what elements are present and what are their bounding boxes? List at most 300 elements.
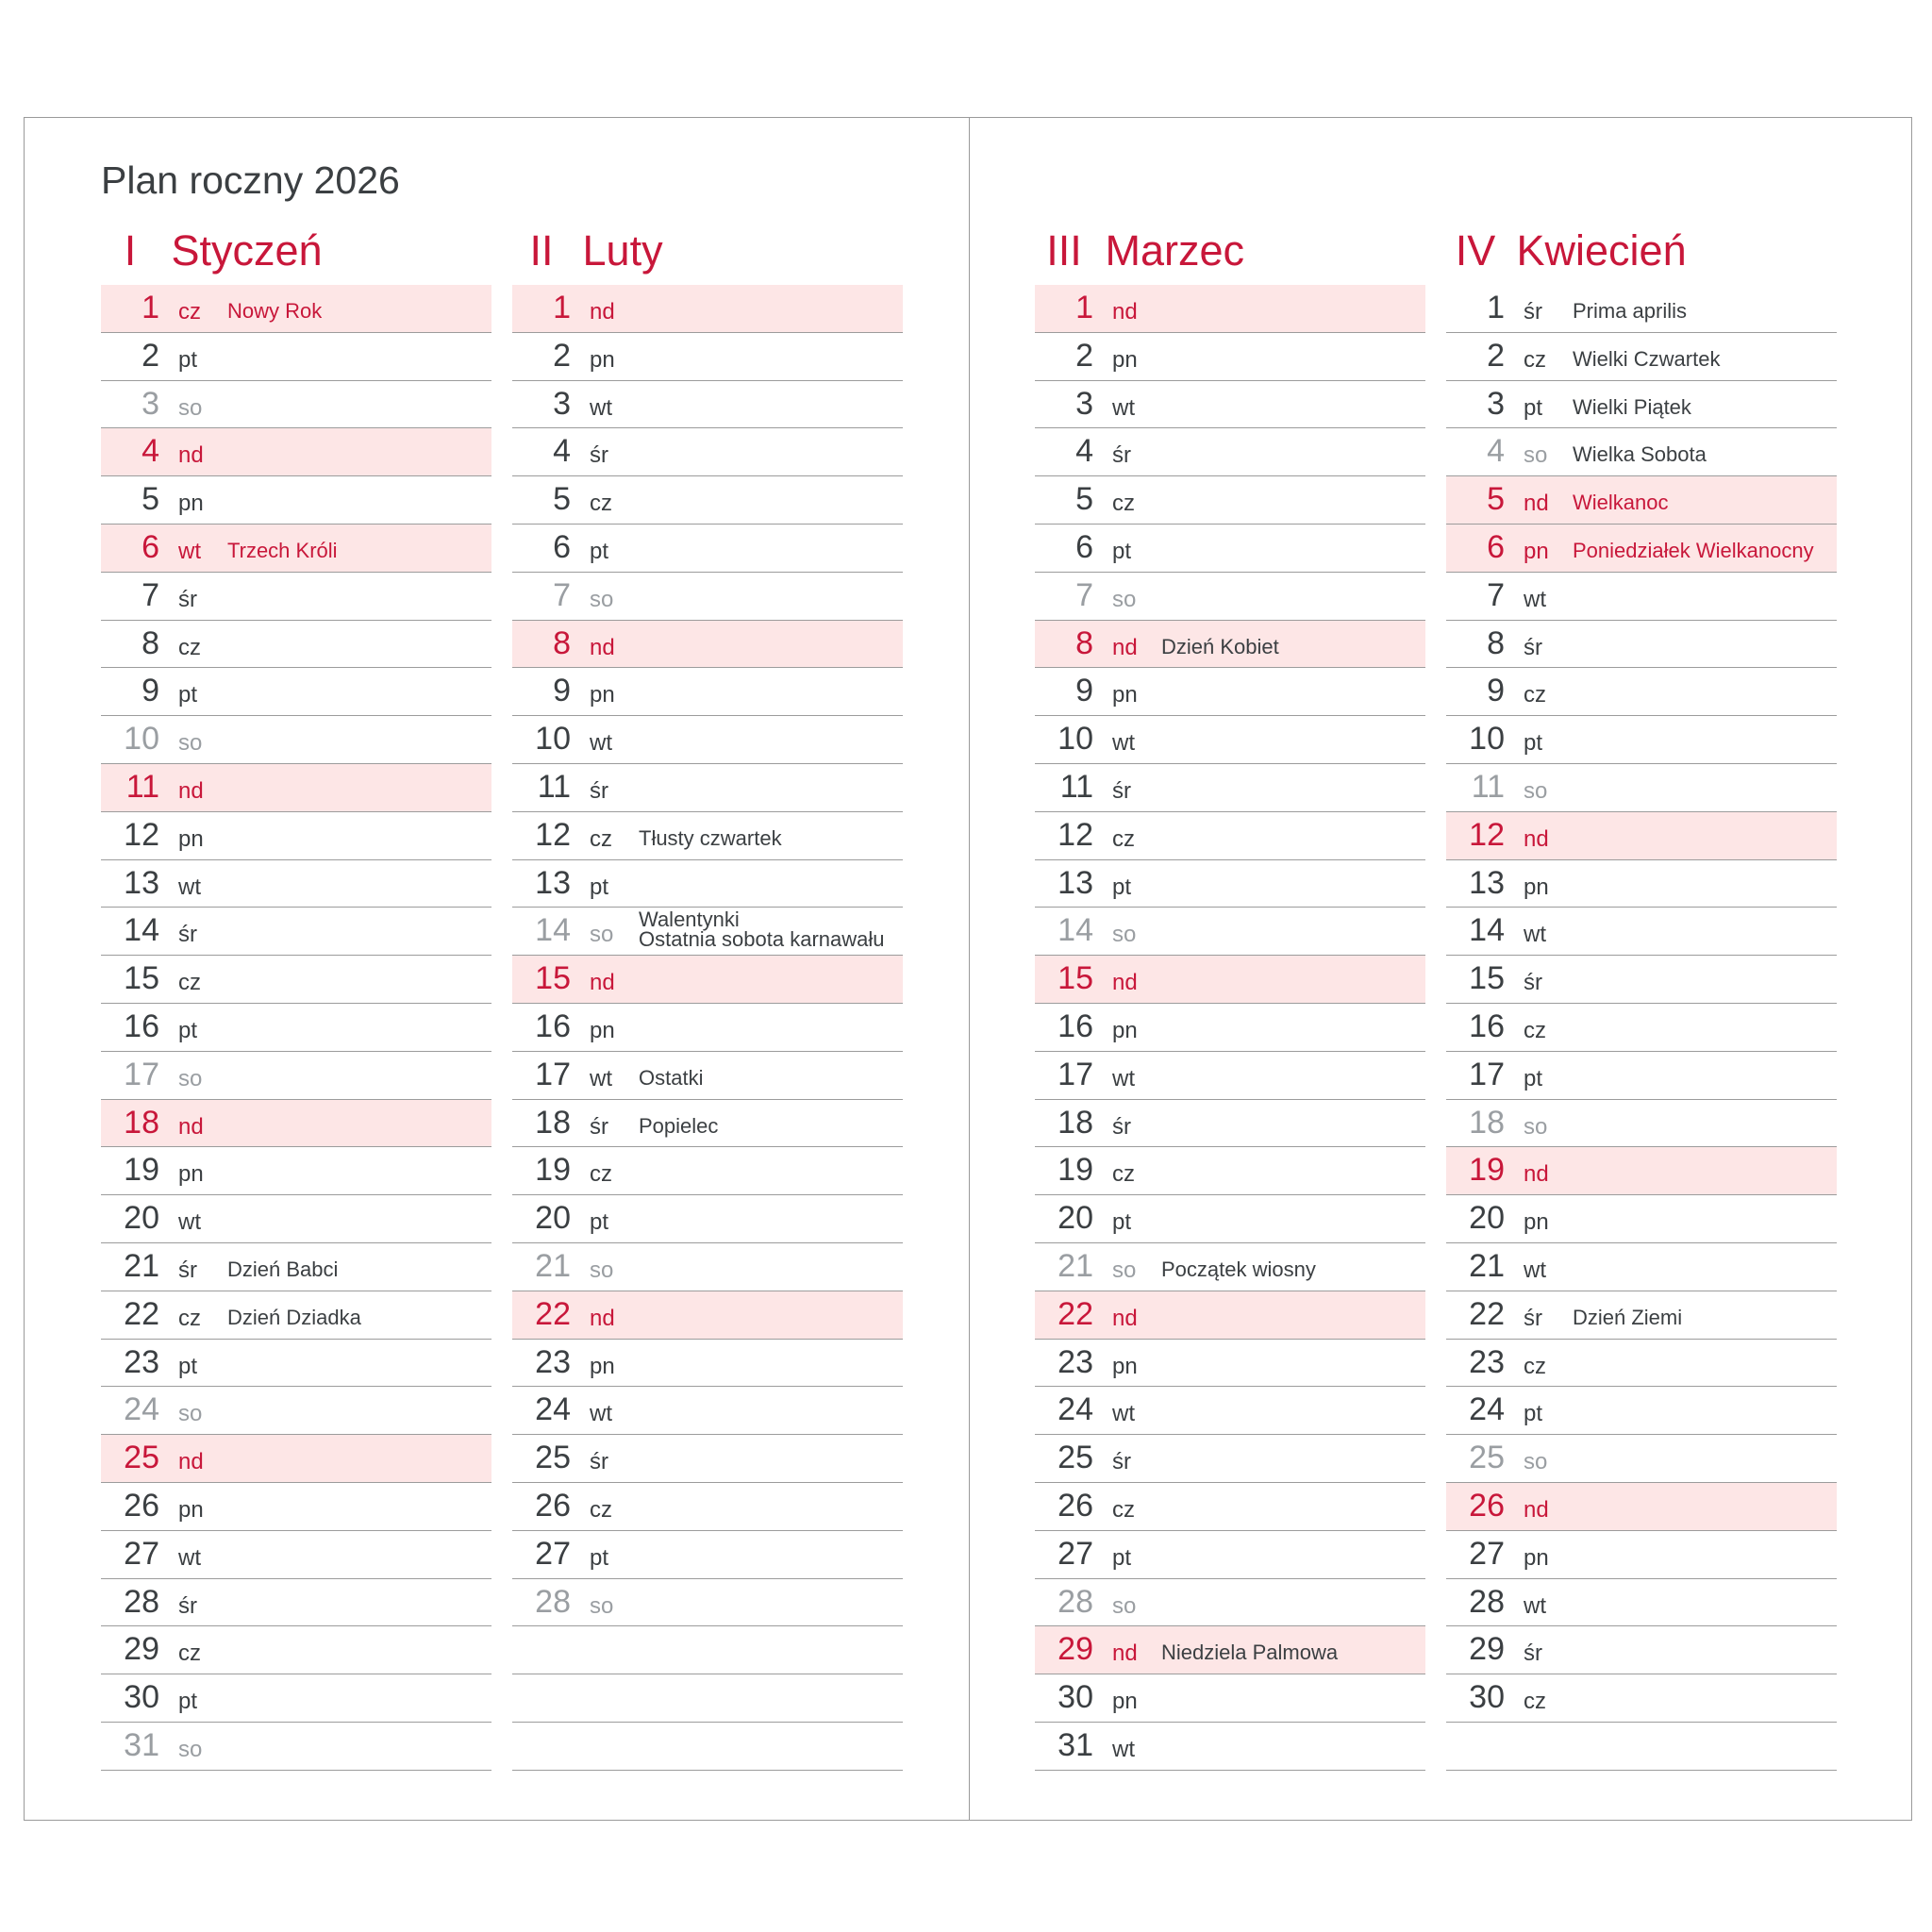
weekday-abbr: so <box>1112 1257 1137 1283</box>
day-number: 2 <box>1487 337 1505 374</box>
day-row <box>101 1195 491 1243</box>
day-number: 29 <box>124 1631 159 1668</box>
day-row <box>101 573 491 621</box>
day-number: 17 <box>535 1056 571 1092</box>
day-number: 15 <box>1469 960 1505 997</box>
day-number: 27 <box>1058 1535 1093 1572</box>
day-row <box>512 428 903 476</box>
weekday-abbr: pn <box>1524 538 1549 564</box>
weekday-abbr: so <box>1524 442 1548 469</box>
day-row <box>101 1004 491 1052</box>
day-number: 9 <box>553 673 571 709</box>
empty-row <box>512 1626 903 1674</box>
day-number: 19 <box>535 1152 571 1189</box>
day-row <box>1446 1435 1837 1483</box>
weekday-abbr: cz <box>178 299 201 325</box>
day-note: Tłusty czwartek <box>639 825 782 850</box>
day-number: 5 <box>553 481 571 518</box>
day-number: 4 <box>553 433 571 470</box>
day-number: 7 <box>1487 576 1505 613</box>
day-row <box>1035 1723 1425 1771</box>
day-number: 10 <box>1058 721 1093 758</box>
weekday-abbr: nd <box>178 1113 204 1140</box>
day-number: 28 <box>1469 1583 1505 1620</box>
day-row <box>512 956 903 1004</box>
day-row <box>1035 428 1425 476</box>
weekday-abbr: wt <box>590 394 612 421</box>
weekday-abbr: pt <box>1112 1209 1132 1236</box>
day-number: 14 <box>535 912 571 949</box>
day-number: 21 <box>1058 1247 1093 1284</box>
day-row <box>1035 1291 1425 1340</box>
day-row <box>512 1531 903 1579</box>
day-row <box>101 285 491 333</box>
weekday-abbr: nd <box>178 777 204 804</box>
day-row <box>512 716 903 764</box>
day-number: 24 <box>124 1391 159 1428</box>
day-row <box>1446 1674 1837 1723</box>
weekday-abbr: so <box>590 1592 614 1619</box>
weekday-abbr: pn <box>178 825 204 852</box>
day-row <box>512 860 903 908</box>
day-list <box>1446 285 1837 1771</box>
weekday-abbr: so <box>590 586 614 612</box>
day-number: 17 <box>1469 1056 1505 1092</box>
day-number: 31 <box>124 1726 159 1763</box>
day-row <box>1035 621 1425 669</box>
weekday-abbr: pn <box>1112 1353 1138 1379</box>
weekday-abbr: cz <box>1524 682 1546 708</box>
day-row <box>1446 764 1837 812</box>
day-number: 4 <box>1075 433 1093 470</box>
day-row <box>1446 1531 1837 1579</box>
weekday-abbr: pn <box>1112 1017 1138 1043</box>
day-row <box>1035 908 1425 956</box>
weekday-abbr: śr <box>178 922 197 948</box>
day-number: 8 <box>1487 625 1505 661</box>
day-row <box>1035 573 1425 621</box>
weekday-abbr: so <box>1112 1592 1137 1619</box>
weekday-abbr: śr <box>1112 442 1131 469</box>
day-row <box>101 1723 491 1771</box>
weekday-abbr: śr <box>590 1449 608 1475</box>
month-name: Styczeń <box>171 226 323 275</box>
day-row <box>1035 1243 1425 1291</box>
day-number: 3 <box>142 385 159 422</box>
day-row <box>1035 1387 1425 1435</box>
day-row <box>512 621 903 669</box>
day-row <box>1035 476 1425 525</box>
day-row <box>101 1435 491 1483</box>
weekday-abbr: nd <box>178 1449 204 1475</box>
day-number: 13 <box>1058 864 1093 901</box>
day-row <box>1035 1483 1425 1531</box>
day-row <box>101 860 491 908</box>
weekday-abbr: pt <box>178 1689 198 1715</box>
day-row <box>512 381 903 429</box>
day-number: 22 <box>1469 1295 1505 1332</box>
day-number: 19 <box>1058 1152 1093 1189</box>
month-header <box>512 225 903 281</box>
day-number: 29 <box>1469 1631 1505 1668</box>
day-number: 11 <box>125 768 159 805</box>
month-header <box>1035 225 1425 281</box>
weekday-abbr: śr <box>590 442 608 469</box>
weekday-abbr: śr <box>1524 634 1542 660</box>
day-row <box>1035 1340 1425 1388</box>
day-number: 26 <box>535 1487 571 1524</box>
day-row <box>1446 525 1837 573</box>
day-number: 14 <box>1058 912 1093 949</box>
weekday-abbr: cz <box>590 825 612 852</box>
day-row <box>512 1387 903 1435</box>
weekday-abbr: so <box>1524 777 1548 804</box>
day-note: Dzień Dziadka <box>227 1305 361 1329</box>
day-row <box>1446 1195 1837 1243</box>
day-row <box>1446 573 1837 621</box>
day-row <box>1446 1291 1837 1340</box>
weekday-abbr: cz <box>590 1496 612 1523</box>
empty-row <box>512 1674 903 1723</box>
weekday-abbr: pt <box>590 1209 609 1236</box>
day-number: 3 <box>1075 385 1093 422</box>
weekday-abbr: nd <box>590 299 615 325</box>
day-number: 2 <box>1075 337 1093 374</box>
day-number: 1 <box>1075 290 1093 325</box>
weekday-abbr: pn <box>178 491 204 517</box>
weekday-abbr: pn <box>1112 346 1138 373</box>
day-number: 31 <box>1058 1726 1093 1763</box>
weekday-abbr: wt <box>1524 586 1546 612</box>
day-number: 12 <box>1469 816 1505 853</box>
weekday-abbr: śr <box>178 1592 197 1619</box>
empty-row <box>512 1723 903 1771</box>
day-number: 20 <box>1469 1200 1505 1237</box>
month-roman-numeral: I <box>124 226 137 275</box>
month-roman-numeral: III <box>1046 226 1082 275</box>
day-number: 9 <box>1075 673 1093 709</box>
day-row <box>101 1291 491 1340</box>
weekday-abbr: so <box>178 1401 203 1427</box>
weekday-abbr: cz <box>1112 1161 1135 1188</box>
day-row <box>512 476 903 525</box>
weekday-abbr: pn <box>1112 1689 1138 1715</box>
day-row <box>1035 860 1425 908</box>
day-number: 12 <box>124 816 159 853</box>
day-number: 24 <box>535 1391 571 1428</box>
day-number: 23 <box>124 1343 159 1380</box>
day-number: 6 <box>1487 528 1505 565</box>
day-row <box>1446 285 1837 333</box>
weekday-abbr: pn <box>178 1496 204 1523</box>
day-list <box>101 285 491 1771</box>
weekday-abbr: śr <box>178 586 197 612</box>
day-row <box>101 1531 491 1579</box>
weekday-abbr: nd <box>1524 491 1549 517</box>
day-number: 1 <box>553 290 571 325</box>
day-number: 3 <box>553 385 571 422</box>
day-number: 27 <box>1469 1535 1505 1572</box>
day-number: 19 <box>1469 1152 1505 1189</box>
day-note-line: Ostatnia sobota karnawału <box>639 927 885 952</box>
day-number: 6 <box>1075 528 1093 565</box>
day-number: 25 <box>1469 1440 1505 1476</box>
day-note: Nowy Rok <box>227 299 323 323</box>
weekday-abbr: wt <box>1524 922 1546 948</box>
weekday-abbr: cz <box>1524 346 1546 373</box>
weekday-abbr: wt <box>1112 1401 1135 1427</box>
day-row <box>1035 525 1425 573</box>
day-row <box>1446 1340 1837 1388</box>
day-number: 14 <box>124 912 159 949</box>
weekday-abbr: pt <box>1524 730 1543 757</box>
weekday-abbr: cz <box>178 970 201 996</box>
weekday-abbr: nd <box>590 1305 615 1331</box>
day-number: 13 <box>124 864 159 901</box>
day-number: 24 <box>1469 1391 1505 1428</box>
weekday-abbr: cz <box>1112 1496 1135 1523</box>
weekday-abbr: pt <box>1112 1544 1132 1571</box>
weekday-abbr: wt <box>1524 1257 1546 1283</box>
weekday-abbr: so <box>178 1065 203 1091</box>
day-number: 17 <box>1058 1056 1093 1092</box>
day-row <box>1446 1483 1837 1531</box>
day-row <box>512 573 903 621</box>
day-row <box>1035 1004 1425 1052</box>
day-number: 18 <box>1469 1104 1505 1141</box>
day-number: 11 <box>537 768 571 805</box>
day-number: 2 <box>553 337 571 374</box>
day-row <box>512 1243 903 1291</box>
day-row <box>1035 333 1425 381</box>
day-row <box>512 1483 903 1531</box>
weekday-abbr: pt <box>1524 1401 1543 1427</box>
day-note: Wielkanoc <box>1573 491 1669 515</box>
day-list <box>512 285 903 1771</box>
day-row <box>1446 956 1837 1004</box>
day-row <box>101 381 491 429</box>
day-number: 9 <box>1487 673 1505 709</box>
weekday-abbr: śr <box>1524 1305 1542 1331</box>
day-row <box>101 1483 491 1531</box>
weekday-abbr: śr <box>1524 970 1542 996</box>
weekday-abbr: nd <box>1112 1641 1138 1667</box>
day-row <box>512 908 903 956</box>
day-number: 21 <box>1469 1247 1505 1284</box>
day-row <box>1446 1626 1837 1674</box>
day-row <box>1035 1674 1425 1723</box>
weekday-abbr: cz <box>178 634 201 660</box>
day-row <box>1035 381 1425 429</box>
day-row <box>1446 1387 1837 1435</box>
day-row <box>1035 1626 1425 1674</box>
day-row <box>1035 1435 1425 1483</box>
day-row <box>101 1100 491 1148</box>
day-number: 11 <box>1059 768 1093 805</box>
day-number: 23 <box>1469 1343 1505 1380</box>
month-roman-numeral: II <box>529 226 554 275</box>
day-number: 5 <box>1487 481 1505 518</box>
weekday-abbr: cz <box>590 1161 612 1188</box>
day-number: 5 <box>1075 481 1093 518</box>
weekday-abbr: pt <box>590 1544 609 1571</box>
day-number: 8 <box>1075 625 1093 661</box>
day-note: Początek wiosny <box>1161 1257 1316 1281</box>
weekday-abbr: śr <box>590 777 608 804</box>
day-row <box>1446 1147 1837 1195</box>
day-number: 26 <box>1058 1487 1093 1524</box>
day-number: 22 <box>1058 1295 1093 1332</box>
page-spine <box>969 117 970 1821</box>
day-number: 17 <box>124 1056 159 1092</box>
day-number: 30 <box>1058 1679 1093 1716</box>
day-row <box>101 956 491 1004</box>
day-row <box>512 1291 903 1340</box>
day-number: 25 <box>1058 1440 1093 1476</box>
weekday-abbr: pn <box>1112 682 1138 708</box>
day-row <box>101 1147 491 1195</box>
day-number: 10 <box>535 721 571 758</box>
weekday-abbr: śr <box>1112 1449 1131 1475</box>
month-name: Marzec <box>1105 226 1245 275</box>
weekday-abbr: nd <box>1524 1496 1549 1523</box>
weekday-abbr: so <box>1112 922 1137 948</box>
day-row <box>1446 668 1837 716</box>
weekday-abbr: pn <box>178 1161 204 1188</box>
weekday-abbr: śr <box>590 1113 608 1140</box>
weekday-abbr: cz <box>1112 825 1135 852</box>
day-row <box>101 476 491 525</box>
day-row <box>101 1626 491 1674</box>
weekday-abbr: pn <box>590 1017 615 1043</box>
day-number: 22 <box>124 1295 159 1332</box>
weekday-abbr: wt <box>1112 730 1135 757</box>
weekday-abbr: pt <box>178 346 198 373</box>
weekday-abbr: so <box>178 394 203 421</box>
day-number: 16 <box>1469 1008 1505 1044</box>
weekday-abbr: wt <box>590 1065 612 1091</box>
day-row <box>1035 812 1425 860</box>
day-note: Poniedziałek Wielkanocny <box>1573 538 1814 562</box>
month-roman-numeral: IV <box>1455 226 1496 275</box>
weekday-abbr: so <box>1112 586 1137 612</box>
weekday-abbr: nd <box>1112 970 1138 996</box>
weekday-abbr: nd <box>1524 825 1549 852</box>
day-row <box>512 1147 903 1195</box>
month-name: Kwiecień <box>1516 226 1687 275</box>
day-number: 11 <box>1471 768 1505 805</box>
day-row <box>1035 1195 1425 1243</box>
day-number: 15 <box>535 960 571 997</box>
day-number: 7 <box>553 576 571 613</box>
month-header <box>1446 225 1837 281</box>
day-row <box>101 716 491 764</box>
day-number: 8 <box>553 625 571 661</box>
weekday-abbr: pt <box>1524 1065 1543 1091</box>
weekday-abbr: cz <box>178 1641 201 1667</box>
day-row <box>101 525 491 573</box>
day-note-line: Walentynki <box>639 908 740 932</box>
day-number: 25 <box>535 1440 571 1476</box>
day-number: 23 <box>535 1343 571 1380</box>
day-number: 18 <box>1058 1104 1093 1141</box>
weekday-abbr: wt <box>590 1401 612 1427</box>
day-note: Popielec <box>639 1113 719 1138</box>
weekday-abbr: śr <box>1524 1641 1542 1667</box>
weekday-abbr: nd <box>1524 1161 1549 1188</box>
day-number: 15 <box>124 960 159 997</box>
day-row <box>1446 621 1837 669</box>
day-number: 7 <box>142 576 159 613</box>
weekday-abbr: so <box>178 730 203 757</box>
day-row <box>512 1195 903 1243</box>
day-row <box>101 1340 491 1388</box>
day-number: 24 <box>1058 1391 1093 1428</box>
weekday-abbr: cz <box>1524 1689 1546 1715</box>
day-row <box>1446 1243 1837 1291</box>
day-note <box>639 908 885 952</box>
day-row <box>1035 1147 1425 1195</box>
empty-row <box>1446 1723 1837 1771</box>
day-note: Niedziela Palmowa <box>1161 1641 1339 1665</box>
weekday-abbr: cz <box>178 1305 201 1331</box>
day-number: 4 <box>1487 433 1505 470</box>
weekday-abbr: wt <box>178 1209 201 1236</box>
weekday-abbr: so <box>1524 1449 1548 1475</box>
day-row <box>512 812 903 860</box>
day-row <box>1446 716 1837 764</box>
day-number: 16 <box>535 1008 571 1044</box>
day-row <box>101 1387 491 1435</box>
day-row <box>512 285 903 333</box>
weekday-abbr: pn <box>1524 1209 1549 1236</box>
day-row <box>101 333 491 381</box>
weekday-abbr: nd <box>590 970 615 996</box>
day-number: 13 <box>1469 864 1505 901</box>
day-number: 1 <box>1487 290 1505 325</box>
day-row <box>1035 1579 1425 1627</box>
month-name: Luty <box>582 226 663 275</box>
day-number: 25 <box>124 1440 159 1476</box>
day-row <box>101 1243 491 1291</box>
day-row <box>1035 668 1425 716</box>
weekday-abbr: pn <box>1524 1544 1549 1571</box>
day-row <box>101 428 491 476</box>
day-number: 21 <box>535 1247 571 1284</box>
day-row <box>1035 1531 1425 1579</box>
day-row <box>1035 764 1425 812</box>
day-number: 30 <box>1469 1679 1505 1716</box>
day-row <box>1446 1004 1837 1052</box>
weekday-abbr: cz <box>1112 491 1135 517</box>
day-note: Dzień Kobiet <box>1161 634 1279 658</box>
day-row <box>512 525 903 573</box>
weekday-abbr: so <box>178 1736 203 1762</box>
weekday-abbr: śr <box>1112 1113 1131 1140</box>
day-number: 15 <box>1058 960 1093 997</box>
day-row <box>1035 1052 1425 1100</box>
weekday-abbr: wt <box>178 538 201 564</box>
day-row <box>1446 1052 1837 1100</box>
day-row <box>512 1340 903 1388</box>
weekday-abbr: pn <box>1524 874 1549 900</box>
weekday-abbr: wt <box>590 730 612 757</box>
day-row <box>512 1100 903 1148</box>
day-number: 4 <box>142 433 159 470</box>
day-note: Prima aprilis <box>1573 299 1688 323</box>
day-number: 18 <box>535 1104 571 1141</box>
weekday-abbr: pt <box>178 682 198 708</box>
